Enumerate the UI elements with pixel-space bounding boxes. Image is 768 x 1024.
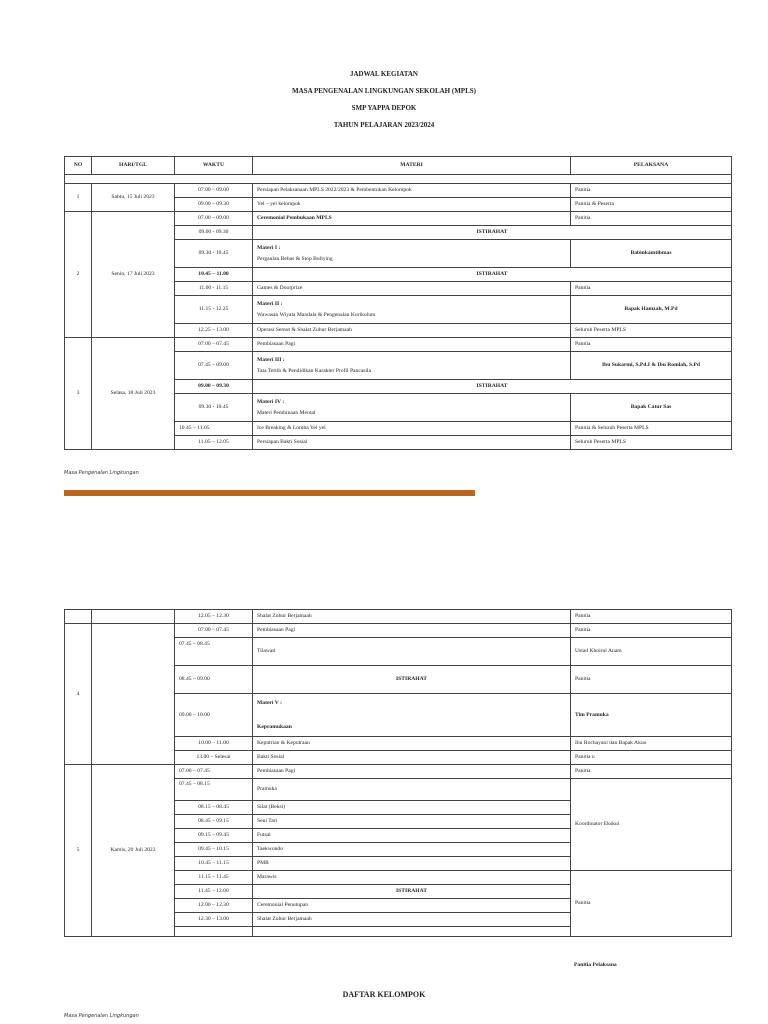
material-cell: Shalat Zuhur Berjamaah (253, 610, 571, 624)
day-date: Sabtu, 15 Juli 2023 (92, 184, 175, 212)
material-cell: Silat (Beksi) (253, 801, 571, 815)
material-cell: Ceremonial Penutupan (253, 899, 571, 913)
col-material: MATERI (253, 157, 571, 175)
material-cell: Persiapan Bakti Sosial (253, 436, 571, 450)
material-body: Pergaulan Bebas & Stop Bullying (257, 256, 333, 262)
table-row (65, 624, 732, 638)
schedule-table-2 (64, 609, 732, 937)
time-cell: 10.00 – 11.00 (175, 737, 253, 751)
material-cell: Tilawati (253, 638, 571, 666)
day-no: 1 (65, 184, 92, 212)
material-cell: Keputrian & Keputraan (253, 737, 571, 751)
time-cell: 08.45 – 09.15 (175, 815, 253, 829)
time-cell: 09.45 – 10.15 (175, 843, 253, 857)
executor-cell: Panitia u (571, 751, 732, 765)
doc-title: JADWAL KEGIATAN (349, 70, 418, 78)
break-cell: ISTIRAHAT (253, 885, 571, 899)
time-cell: 11.00 - 11.15 (175, 282, 253, 296)
material-cell: Ceremonial Pembukaan MPLS (253, 212, 571, 226)
executor-cell: Panitia (571, 624, 732, 638)
break-cell: ISTIRAHAT (253, 226, 732, 240)
time-cell: 07.00 – 07.45 (175, 338, 253, 352)
break-cell: ISTIRAHAT (253, 268, 732, 282)
time-cell: 11.15 – 11.45 (175, 871, 253, 885)
material-body: Kepramukaan (257, 724, 292, 730)
material-title: Materi III : (257, 356, 285, 363)
material-body: Tata Tertib & Pendidikan Karakter Profil Pancasila (257, 368, 372, 374)
day-date (92, 610, 175, 624)
time-cell: 12.30 – 13.00 (175, 913, 253, 927)
time-cell: 08.45 – 09.00 (175, 666, 253, 694)
material-cell (253, 927, 571, 937)
time-cell: 09.00 – 09.30 (175, 198, 253, 212)
executor-cell: Panitia (571, 212, 732, 226)
executor-cell: Tim Pramuka (571, 694, 732, 737)
executor-cell: Panitia (571, 871, 732, 937)
signature-label: Panitia Pelaksana (574, 962, 617, 968)
material-cell: Ice Breaking & Lomba Yel yel (253, 422, 571, 436)
material-title: Materi IV : (257, 398, 285, 405)
time-cell (175, 927, 253, 937)
day-no: 4 (65, 624, 92, 765)
material-cell: Futsal (253, 829, 571, 843)
day-date (92, 624, 175, 765)
section-title: DAFTAR KELOMPOK (342, 990, 426, 999)
time-cell: 09.00 – 10.00 (175, 694, 253, 737)
executor-cell: Seluruh Peserta MPLS (571, 324, 732, 338)
page-footer: Masa Pengenalan Lingkungan (64, 1013, 139, 1019)
executor-cell: Bapak Catur Sas (571, 394, 732, 422)
executor-cell: Panitia (571, 338, 732, 352)
time-cell: 07.00 – 09.00 (175, 184, 253, 198)
time-cell: 10.45 – 11.15 (175, 857, 253, 871)
executor-cell: Panitia (571, 666, 732, 694)
day-date: Selasa, 18 Juli 2023 (92, 338, 175, 450)
col-executor: PELAKSANA (571, 157, 732, 175)
table-row (65, 765, 732, 779)
executor-cell: Bapak Hamzah, M.Pd (571, 296, 732, 324)
material-cell (253, 394, 571, 422)
academic-year: TAHUN PELAJARAN 2023/2024 (333, 121, 435, 129)
material-cell (253, 352, 571, 380)
table-row (65, 184, 732, 198)
executor-cell: Babinkamtibmas (571, 240, 732, 268)
col-no: NO (65, 157, 92, 175)
material-cell: Bakti Sosial (253, 751, 571, 765)
material-cell: Pembiasaan Pagi (253, 338, 571, 352)
school-name: SMP YAPPA DEPOK (351, 104, 417, 112)
material-cell: Taekwondo (253, 843, 571, 857)
time-cell: 12.00 – 12.30 (175, 899, 253, 913)
spacer-row (65, 175, 732, 184)
material-cell: Seni Tari (253, 815, 571, 829)
table-row (65, 610, 732, 624)
time-cell: 10.45 – 11.05 (175, 422, 253, 436)
time-cell: 07.45 – 09.00 (175, 352, 253, 380)
break-cell: ISTIRAHAT (253, 666, 571, 694)
executor-cell: Panitia & Seluruh Peserta MPLS (571, 422, 732, 436)
time-cell: 11.15 - 12.25 (175, 296, 253, 324)
table-header-row (65, 157, 732, 175)
day-no: 2 (65, 212, 92, 338)
table-row (65, 338, 732, 352)
day-no: 3 (65, 338, 92, 450)
material-title: Materi II : (257, 300, 283, 307)
page-footer: Masa Pengenalan Lingkungan (64, 470, 139, 476)
time-cell: 07.00 – 07.45 (175, 624, 253, 638)
time-cell: 11.45 – 12.00 (175, 885, 253, 899)
time-cell: 12.25 – 13.00 (175, 324, 253, 338)
table-row (65, 212, 732, 226)
time-cell: 07.00 – 09.00 (175, 212, 253, 226)
day-date: Kamis, 20 Juli 2023 (92, 765, 175, 937)
material-cell: Pembiasaan Pagi (253, 765, 571, 779)
doc-subtitle: MASA PENGENALAN LINGKUNGAN SEKOLAH (MPLS) (292, 87, 476, 95)
executor-cell: Panitia & Peserta (571, 198, 732, 212)
material-cell (253, 296, 571, 324)
material-title: Materi I : (257, 244, 281, 251)
executor-cell: Seluruh Peserta MPLS (571, 436, 732, 450)
decorative-bar (64, 490, 475, 496)
material-cell: Pramuka (253, 779, 571, 801)
material-body: Materi Pembinaan Mental (257, 410, 316, 416)
time-cell: 12.05 – 12.30 (175, 610, 253, 624)
executor-cell: Panitia (571, 765, 732, 779)
executor-cell: Ustad Khoirul Anam (571, 638, 732, 666)
executor-cell: Koordinator Ekskul (571, 779, 732, 871)
executor-cell: Panitia (571, 610, 732, 624)
material-cell (253, 240, 571, 268)
material-cell: PMR (253, 857, 571, 871)
break-cell: ISTIRAHAT (253, 380, 732, 394)
executor-cell: Ibu Sukarmi, S.Pd.I & Ibu Romlah, S.Pd (571, 352, 732, 380)
material-body: Wawasan Wiyata Mandala & Pengenalan Kurikulum (257, 312, 376, 318)
material-cell: Marawis (253, 871, 571, 885)
col-time: WAKTU (175, 157, 253, 175)
time-cell: 08.15 – 08.45 (175, 801, 253, 815)
material-cell: Operasi Semut & Shalat Zuhur Berjamaah (253, 324, 571, 338)
time-cell: 10.45 – 11.00 (175, 268, 253, 282)
schedule-table-1 (64, 156, 732, 450)
time-cell: 09.15 – 09.45 (175, 829, 253, 843)
day-no (65, 610, 92, 624)
time-cell: 09.00 – 09.30 (175, 380, 253, 394)
executor-cell: Ibu Rochayani dan Bapak Akuo (571, 737, 732, 751)
time-cell: 07.45 – 08.15 (175, 779, 253, 801)
time-cell: 11.05 – 12.05 (175, 436, 253, 450)
executor-cell: Panitia (571, 282, 732, 296)
material-title: Materi V : (257, 699, 282, 706)
executor-cell: Panitia (571, 184, 732, 198)
material-cell: Persiapan Pelaksanaan MPLS 2022/2023 & Pembentukan Kelompok (253, 184, 571, 198)
col-day: HARI/TGL (92, 157, 175, 175)
time-cell: 09.30 - 10.45 (175, 394, 253, 422)
time-cell: 07.00 – 07.45 (175, 765, 253, 779)
material-cell (253, 694, 571, 737)
time-cell: 09.30 - 10.45 (175, 240, 253, 268)
material-cell: Shalat Zuhur Berjamaah (253, 913, 571, 927)
time-cell: 07.45 – 08.45 (175, 638, 253, 666)
day-date: Senin, 17 Juli 2023 (92, 212, 175, 338)
time-cell: 09.00 - 09.30 (175, 226, 253, 240)
material-cell: Yel – yel kelompok (253, 198, 571, 212)
material-cell: Games & Doorprize (253, 282, 571, 296)
day-no: 5 (65, 765, 92, 937)
time-cell: 13.00 – Selesai (175, 751, 253, 765)
material-cell: Pembiasaan Pagi (253, 624, 571, 638)
